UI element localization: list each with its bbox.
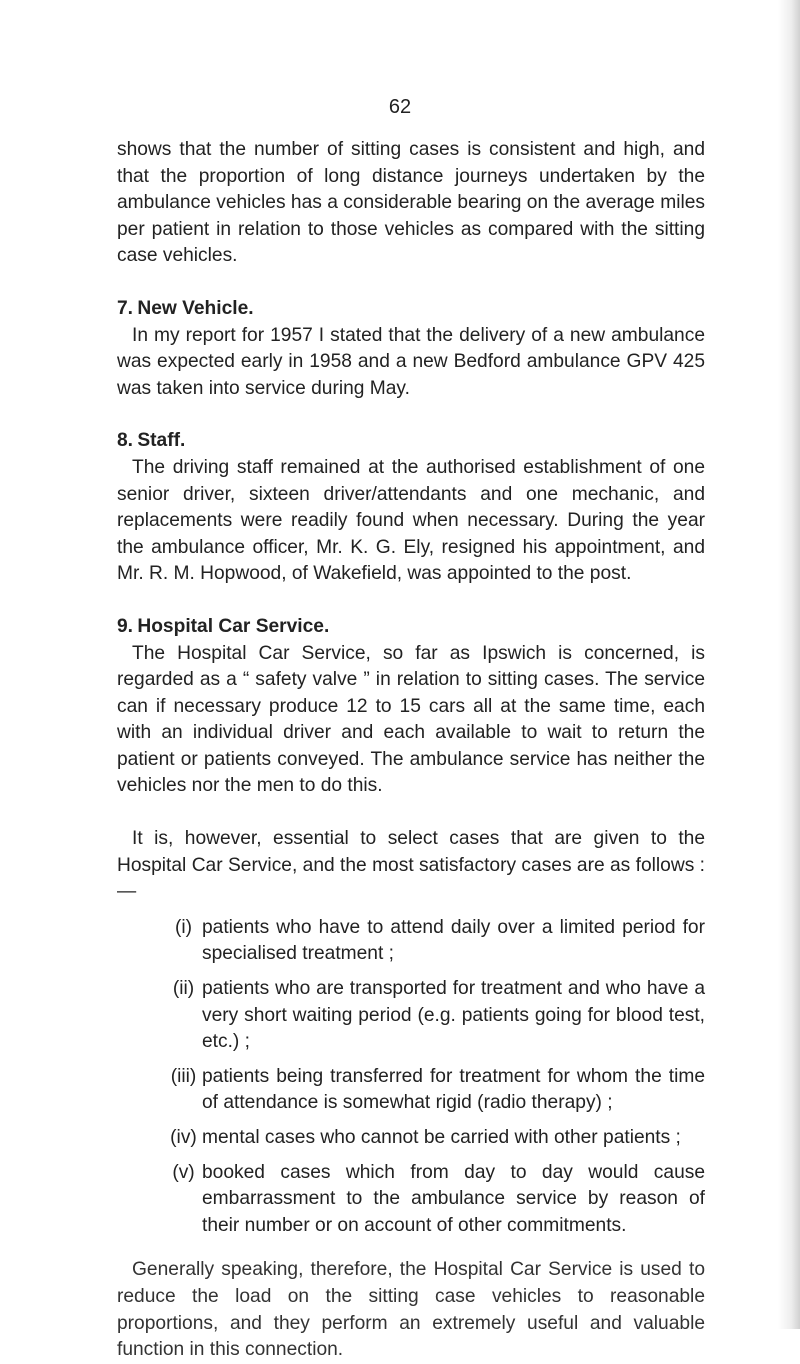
section-number: 7. (117, 297, 134, 319)
list-item-label: (iv) (170, 1127, 197, 1148)
section-title: Hospital Car Service. (137, 615, 330, 637)
page-body (117, 137, 705, 1364)
section-body: In my report for 1957 I stated that the delivery of a new ambulance was expected early in 1958 and a new Bedford ambulance GPV 425 was taken into service during May. (117, 324, 705, 399)
section-number: 8. (117, 430, 134, 452)
section-body: The driving staff remained at the authorised establishment of one senior driver, sixteen driver/attendants and one mechanic, and replacements were readily found when necessary. During the year the ambulance officer, Mr. K. G. Ely, resigned his appointment, and Mr. R. M. Hopwood, of Wakefield, was appointed to the post. (117, 456, 705, 585)
list-item-text: patients who are transported for treatment and who have a very short waiting period (e.g. patients going for blood test, etc.) ; (202, 978, 705, 1053)
list-item (117, 1160, 705, 1240)
section-body: The Hospital Car Service, so far as Ipswich is concerned, is regarded as a “ safety valve ” in relation to sitting cases. The service can if necessary produce 12 to 15 cars all at the same time, each with an individual driver and each available to wait to return the patient or patients conveyed. The ambulance service has neither the vehicles nor the men to do this. (117, 642, 705, 797)
list-item-label: (i) (174, 916, 193, 938)
section-heading (117, 296, 705, 323)
list-item (117, 1125, 705, 1152)
section-heading (117, 428, 705, 455)
list-item-label: (ii) (172, 978, 195, 1000)
criteria-intro: It is, however, essential to select cases that are given to the Hospital Car Service, and the most satisfactory cases are as follows :— (117, 828, 705, 903)
section-number: 9. (117, 615, 134, 637)
list-item (117, 915, 705, 968)
page-edge-shadow (778, 0, 800, 1329)
section-new-vehicle (117, 296, 705, 402)
section-heading (117, 614, 705, 641)
section-title: Staff. (137, 430, 186, 452)
list-item-text: booked cases which from day to day would cause embarrassment to the ambulance service by reason of their number or on account of other commitments. (202, 1161, 705, 1236)
section-staff (117, 428, 705, 588)
opening-paragraph: shows that the number of sitting cases is consistent and high, and that the proportion of long distance journeys undertaken by the ambulance vehicles has a considerable bearing on the average miles per patient in relation to those vehicles as compared with the sitting case vehicles. (117, 139, 705, 267)
section-title: New Vehicle. (137, 297, 254, 319)
closing-paragraph: Generally speaking, therefore, the Hospital Car Service is used to reduce the load on the sitting case vehicles to reasonable proportions, and they perform an extremely useful and valuable function in this connection. (117, 1259, 705, 1361)
list-item-label: (iii) (170, 1065, 197, 1087)
list-item (117, 1064, 705, 1117)
criteria-list (117, 915, 705, 1240)
list-item-text: mental cases who cannot be carried with other patients ; (202, 1127, 681, 1148)
list-item-label: (v) (172, 1161, 195, 1183)
list-item-text: patients being transferred for treatment for whom the time of attendance is somewhat rigid (radio therapy) ; (202, 1065, 705, 1114)
list-item (117, 976, 705, 1056)
page-number: 62 (388, 96, 412, 118)
list-item-text: patients who have to attend daily over a limited period for specialised treatment ; (202, 916, 705, 965)
section-hospital-car-service (117, 614, 705, 800)
